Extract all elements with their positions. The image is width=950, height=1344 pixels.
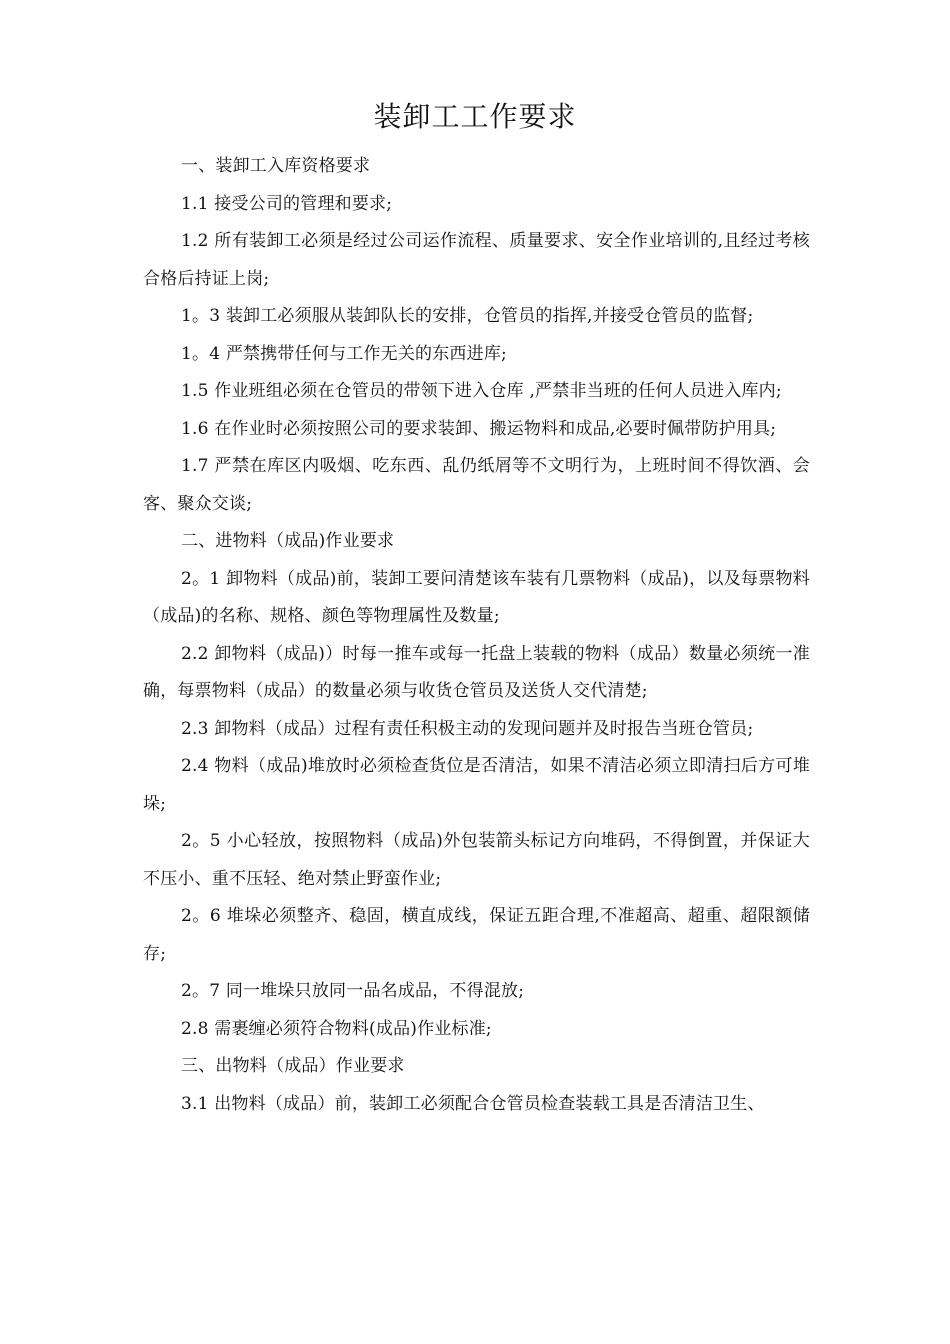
paragraph-2-4: 2.4 物料（成品)堆放时必须检查货位是否清洁，如果不清洁必须立即清扫后方可堆垛; — [143, 756, 810, 814]
document-body — [143, 148, 810, 1123]
paragraph-1-3: 1。3 装卸工必须服从装卸队长的安排，仓管员的指挥,并接受仓管员的监督; — [181, 306, 754, 326]
paragraph-2-1: 2。1 卸物料（成品)前，装卸工要问清楚该车装有几票物料（成品)，以及每票物料（成品)的名称、规格、颜色等物理属性及数量; — [143, 568, 810, 626]
document-title: 装卸工工作要求 — [373, 100, 577, 133]
paragraph-2-3: 2.3 卸物料（成品）过程有责任积极主动的发现问题并及时报告当班仓管员; — [181, 718, 754, 739]
paragraph-1-2: 1.2 所有装卸工必须是经过公司运作流程、质量要求、安全作业培训的,且经过考核合格后持证上岗; — [143, 231, 810, 289]
paragraph-2-2: 2.2 卸物料（成品)）时每一推车或每一托盘上装载的物料（成品）数量必须统一准确，每票物料（成品）的数量必须与收货仓管员及送货人交代清楚; — [143, 643, 810, 701]
paragraph-2-8: 2.8 需裹缠必须符合物料(成品)作业标准; — [181, 1018, 492, 1039]
paragraph-1-6: 1.6 在作业时必须按照公司的要求装卸、搬运物料和成品,必要时佩带防护用具; — [181, 418, 777, 439]
paragraph-2-6: 2。6 堆垛必须整齐、稳固，横直成线，保证五距合理,不准超高、超重、超限额储存; — [143, 906, 810, 964]
section-heading-3: 三、出物料（成品）作业要求 — [181, 1056, 405, 1076]
paragraph-2-7: 2。7 同一堆垛只放同一品名成品，不得混放; — [181, 981, 525, 1001]
paragraph-1-5: 1.5 作业班组必须在仓管员的带领下进入仓库 ,严禁非当班的任何人员进入库内; — [181, 381, 782, 401]
paragraph-2-5: 2。5 小心轻放，按照物料（成品)外包装箭头标记方向堆码，不得倒置，并保证大不压小、重不压轻、绝对禁止野蛮作业; — [143, 831, 810, 889]
paragraph-1-7: 1.7 严禁在库区内吸烟、吃东西、乱仍纸屑等不文明行为，上班时间不得饮酒、会客、聚众交谈; — [143, 456, 810, 514]
paragraph-1-1: 1.1 接受公司的管理和要求; — [181, 193, 393, 214]
paragraph-1-4: 1。4 严禁携带任何与工作无关的东西进库; — [181, 343, 507, 364]
section-heading-1: 一、装卸工入库资格要求 — [181, 156, 371, 176]
paragraph-3-1: 3.1 出物料（成品）前，装卸工必须配合仓管员检查装载工具是否清洁卫生、 — [181, 1093, 765, 1114]
section-heading-2: 二、进物料（成品)作业要求 — [181, 531, 395, 551]
